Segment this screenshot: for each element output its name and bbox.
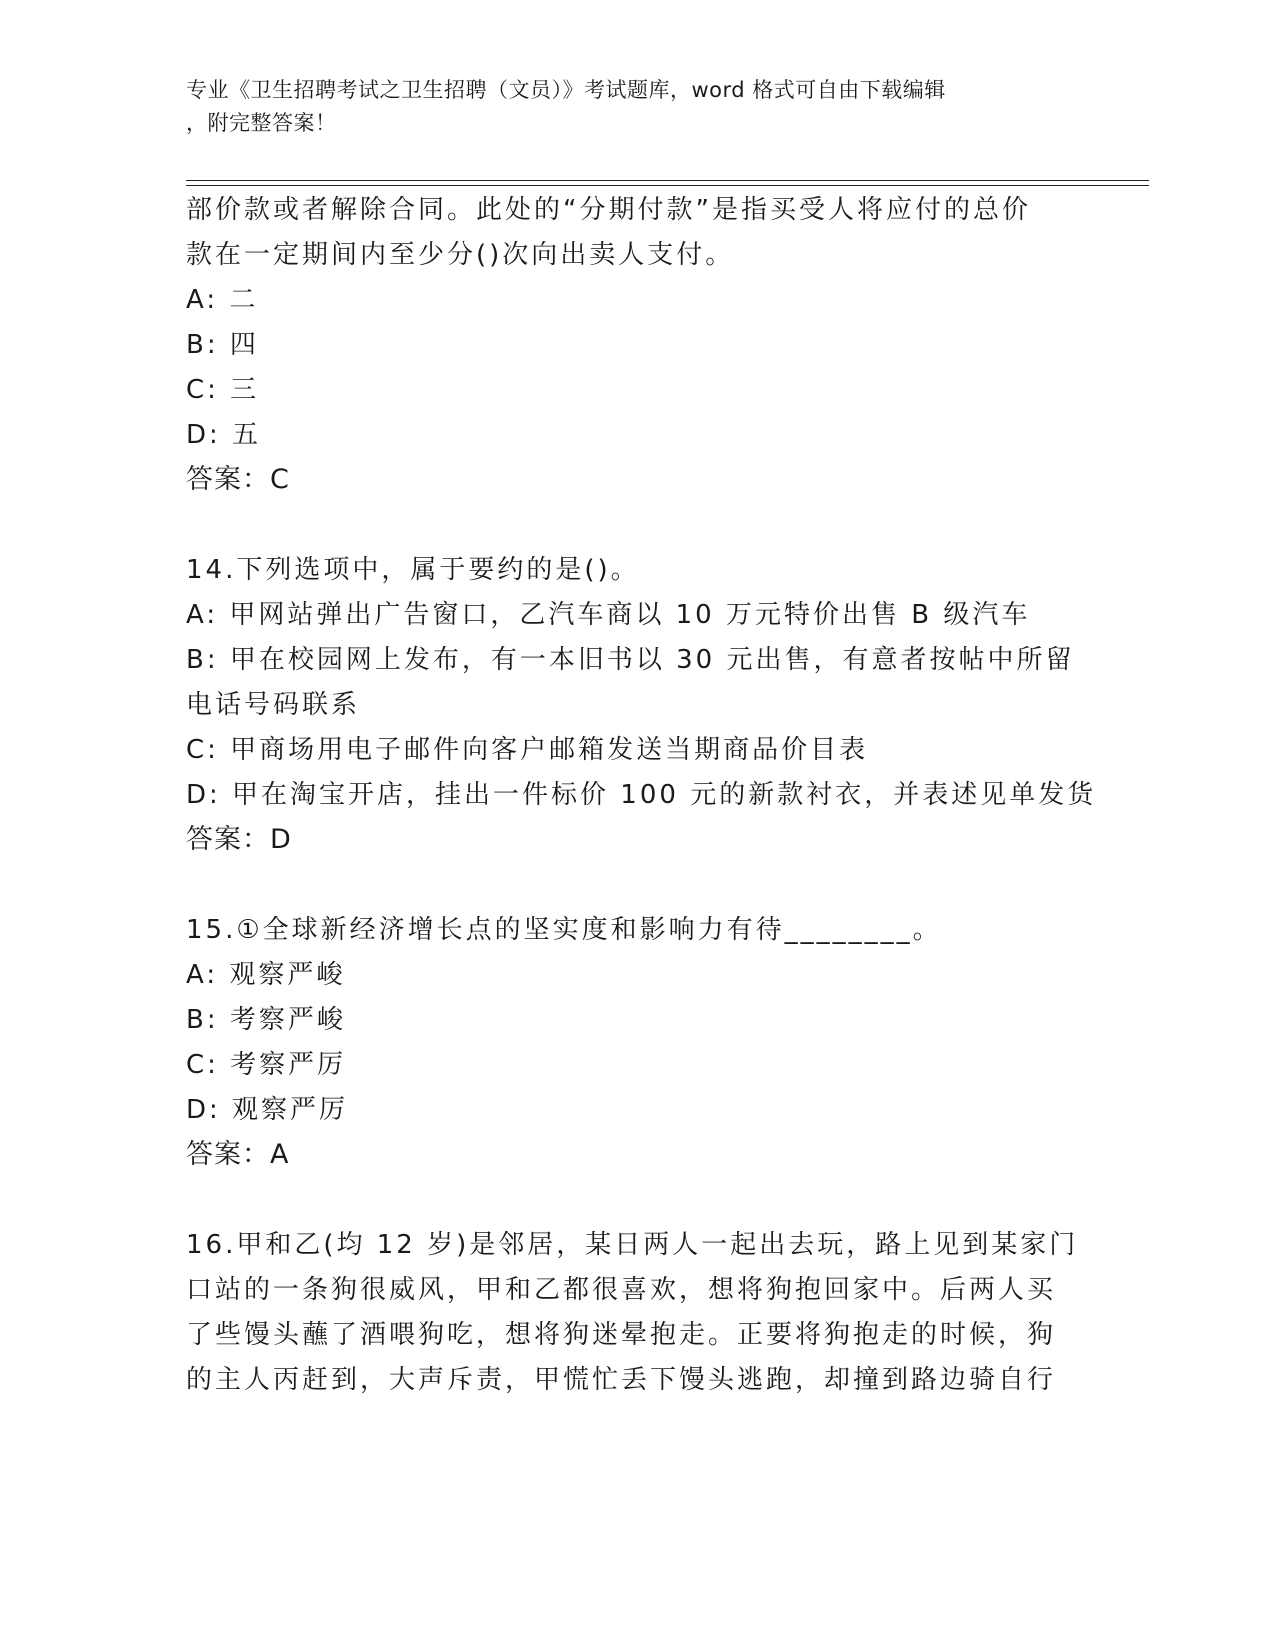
question-14-answer: 答案：D bbox=[186, 824, 292, 855]
header-line-2: ，附完整答案！ bbox=[186, 111, 337, 135]
question-15-option-c: C: 考察严厉 bbox=[186, 1050, 347, 1080]
question-13-stem-line-2: 款在一定期间内至少分()次向出卖人支付。 bbox=[186, 240, 735, 270]
question-13-option-d: D: 五 bbox=[186, 420, 262, 450]
question-13-option-b: B: 四 bbox=[186, 330, 259, 360]
question-14-option-c: C: 甲商场用电子邮件向客户邮箱发送当期商品价目表 bbox=[186, 735, 869, 765]
question-15-stem: 15.①全球新经济增长点的坚实度和影响力有待________。 bbox=[186, 915, 942, 945]
question-16-stem-line-3: 了些馒头蘸了酒喂狗吃，想将狗迷晕抱走。正要将狗抱走的时候，狗 bbox=[186, 1320, 1057, 1350]
question-14-option-d: D: 甲在淘宝开店，挂出一件标价 100 元的新款衬衣，并表述见单发货 bbox=[186, 780, 1097, 810]
question-15-answer: 答案：A bbox=[186, 1139, 290, 1170]
header-divider-top bbox=[186, 180, 1149, 181]
question-14-option-b-line-1: B: 甲在校园网上发布，有一本旧书以 30 元出售，有意者按帖中所留 bbox=[186, 645, 1075, 675]
question-13-stem-line-1: 部价款或者解除合同。此处的“分期付款”是指买受人将应付的总价 bbox=[186, 195, 1031, 225]
question-15-option-b: B: 考察严峻 bbox=[186, 1005, 346, 1035]
question-16-stem-line-1: 16.甲和乙(均 12 岁)是邻居，某日两人一起出去玩，路上见到某家门 bbox=[186, 1230, 1079, 1260]
question-14-option-a: A: 甲网站弹出广告窗口，乙汽车商以 10 万元特价出售 B 级汽车 bbox=[186, 600, 1031, 630]
question-13-option-c: C: 三 bbox=[186, 375, 260, 405]
question-14-stem: 14.下列选项中，属于要约的是()。 bbox=[186, 555, 640, 585]
question-16-stem-line-2: 口站的一条狗很威风，甲和乙都很喜欢，想将狗抱回家中。后两人买 bbox=[186, 1275, 1057, 1305]
question-13-option-a: A: 二 bbox=[186, 285, 259, 315]
header-divider-bottom bbox=[186, 185, 1149, 186]
document-header bbox=[186, 74, 1066, 140]
question-15-option-a: A: 观察严峻 bbox=[186, 960, 346, 990]
header-line-1: 专业《卫生招聘考试之卫生招聘（文员）》考试题库，word 格式可自由下载编辑 bbox=[186, 78, 946, 102]
question-14-option-b-line-2: 电话号码联系 bbox=[186, 690, 361, 720]
question-13-answer: 答案：C bbox=[186, 464, 290, 495]
question-15-option-d: D: 观察严厉 bbox=[186, 1095, 349, 1125]
question-16-stem-line-4: 的主人丙赶到，大声斥责，甲慌忙丢下馒头逃跑，却撞到路边骑自行 bbox=[186, 1365, 1057, 1395]
